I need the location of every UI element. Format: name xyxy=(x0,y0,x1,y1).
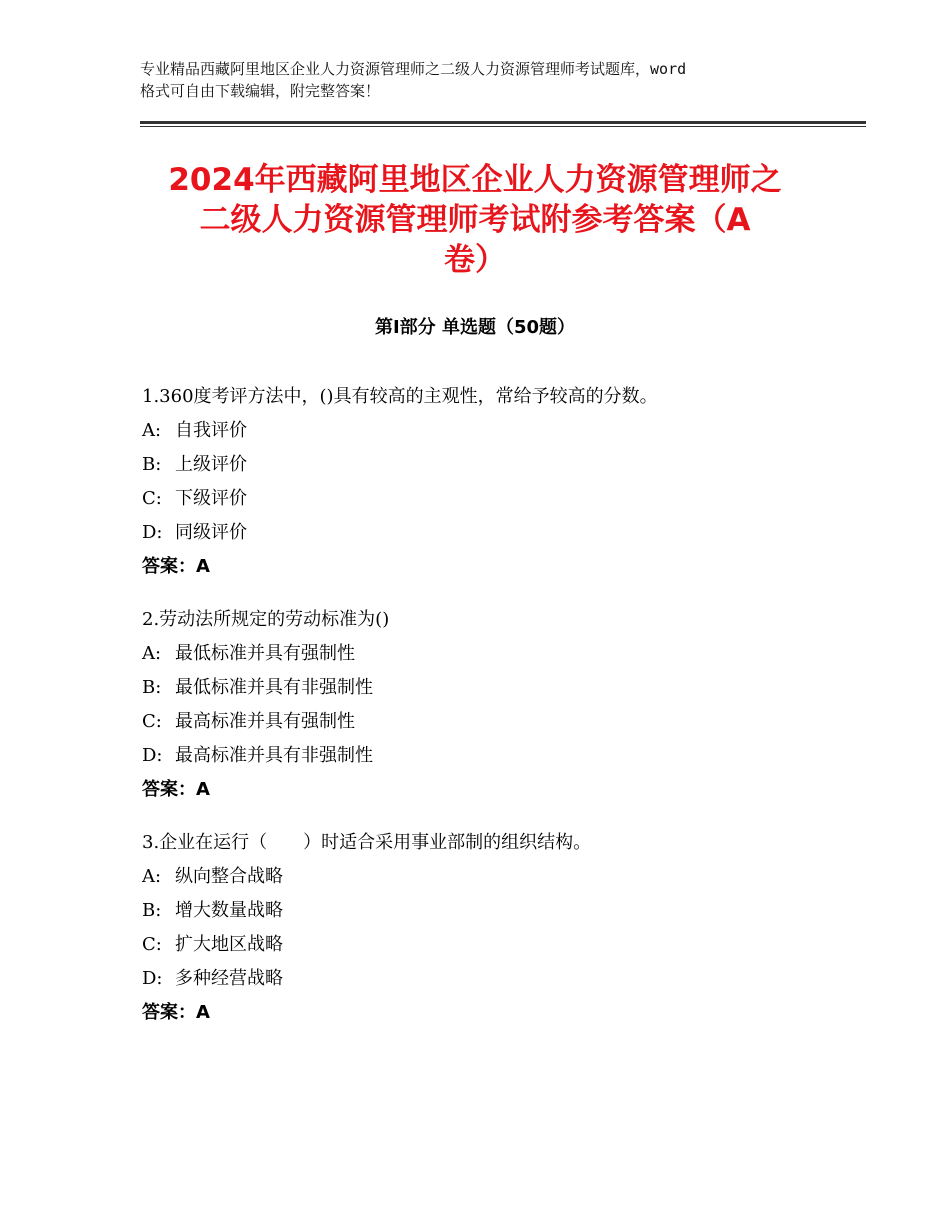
option-text: 上级评价 xyxy=(175,454,247,475)
option-a xyxy=(142,637,862,671)
option-d xyxy=(142,962,862,996)
option-a xyxy=(142,860,862,894)
option-c xyxy=(142,705,862,739)
question-item xyxy=(142,826,862,1030)
option-d xyxy=(142,516,862,550)
header-divider-thin xyxy=(140,126,866,127)
question-stem: 2.劳动法所规定的劳动标准为() xyxy=(142,609,390,630)
section-heading: 第Ⅰ部分 单选题（50题） xyxy=(374,317,575,338)
question-stem: 3.企业在运行（ ）时适合采用事业部制的组织结构。 xyxy=(142,832,592,853)
option-b xyxy=(142,448,862,482)
answer-line: 答案：A xyxy=(142,556,210,577)
title-line-1: 2024年西藏阿里地区企业人力资源管理师之 xyxy=(168,162,782,198)
option-letter: C: xyxy=(142,488,162,509)
option-d xyxy=(142,739,862,773)
option-letter: C: xyxy=(142,711,162,732)
option-letter: A: xyxy=(142,866,162,887)
option-text: 最高标准并具有非强制性 xyxy=(175,745,373,766)
option-text: 扩大地区战略 xyxy=(175,934,283,955)
header-divider-thick xyxy=(140,121,866,124)
answer-line: 答案：A xyxy=(142,1002,210,1023)
option-letter: C: xyxy=(142,934,162,955)
document-header-note xyxy=(140,58,840,102)
question-item xyxy=(142,380,862,584)
question-item xyxy=(142,603,862,807)
header-note-line-1: 专业精品西藏阿里地区企业人力资源管理师之二级人力资源管理师考试题库，word xyxy=(140,60,687,78)
option-text: 纵向整合战略 xyxy=(175,866,283,887)
option-text: 同级评价 xyxy=(175,522,247,543)
option-letter: D: xyxy=(142,745,163,766)
option-text: 最低标准并具有非强制性 xyxy=(175,677,373,698)
option-text: 自我评价 xyxy=(175,420,247,441)
option-text: 下级评价 xyxy=(175,488,247,509)
question-stem: 1.360度考评方法中，()具有较高的主观性，常给予较高的分数。 xyxy=(142,386,658,407)
option-a xyxy=(142,414,862,448)
option-letter: B: xyxy=(142,900,162,921)
option-text: 最高标准并具有强制性 xyxy=(175,711,355,732)
option-text: 最低标准并具有强制性 xyxy=(175,643,355,664)
option-letter: B: xyxy=(142,677,162,698)
document-title xyxy=(140,160,810,280)
option-text: 增大数量战略 xyxy=(175,900,283,921)
header-note-line-2: 格式可自由下载编辑，附完整答案！ xyxy=(140,82,381,100)
option-letter: A: xyxy=(142,643,162,664)
title-line-2: 二级人力资源管理师考试附参考答案（A xyxy=(199,202,751,238)
option-b xyxy=(142,671,862,705)
option-c xyxy=(142,482,862,516)
option-letter: A: xyxy=(142,420,162,441)
answer-line: 答案：A xyxy=(142,779,210,800)
question-list xyxy=(142,380,862,1049)
option-letter: B: xyxy=(142,454,162,475)
option-c xyxy=(142,928,862,962)
option-letter: D: xyxy=(142,522,163,543)
option-letter: D: xyxy=(142,968,163,989)
option-text: 多种经营战略 xyxy=(175,968,283,989)
option-b xyxy=(142,894,862,928)
title-line-3: 卷） xyxy=(444,242,506,278)
